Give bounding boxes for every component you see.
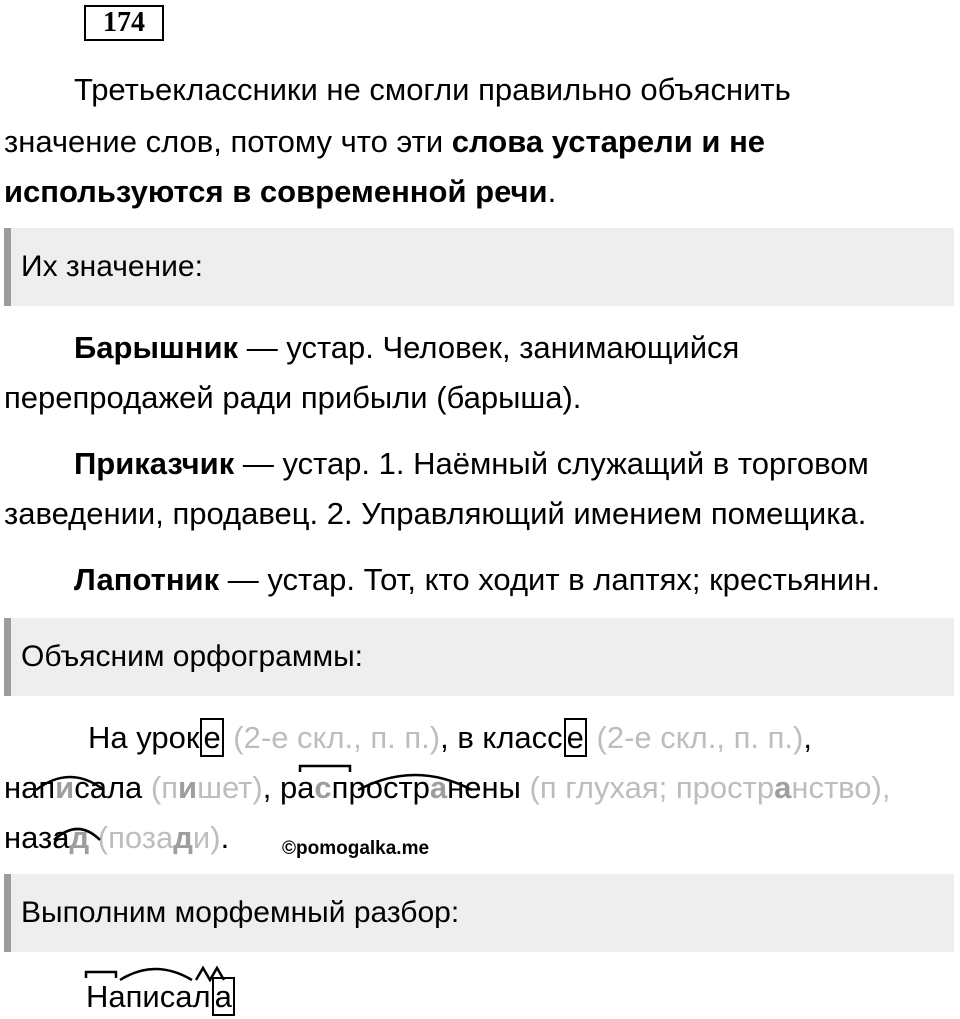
spelling-line-2: написала (пишет), распространены (п глухая; пространство), (4, 770, 891, 805)
root-arc-3 (54, 829, 100, 840)
morph-ending-box: а (212, 977, 235, 1016)
intro-line-2: значение слов, потому что эти слова устарели и не (4, 124, 766, 159)
spelling-line-1: На урок е (2-е скл., п. п.), в класс е (2-е скл., п. п.), (88, 720, 812, 755)
definition-1-line-2: перепродажей ради прибыли (барыша). (4, 380, 582, 415)
prefix-mark (300, 766, 350, 772)
morph-word: Написал а (86, 978, 236, 1016)
root-arc-1 (36, 777, 104, 790)
watermark: ©pomogalka.me (282, 838, 430, 859)
section-meaning: Их значение: (4, 228, 954, 306)
root-arc-2 (358, 775, 472, 790)
definition-3-line-1: Лапотник — устар. Тот, кто ходит в лаптях; крестьянин. (74, 562, 880, 597)
intro-line-1: Третьеклассники не смогли правильно объяснить (74, 72, 791, 107)
spelling-line-3: назад (позади). (4, 820, 230, 855)
intro-line-3: используются в современной речи. (4, 174, 557, 209)
definition-2-line-1: Приказчик — устар. 1. Наёмный служащий в торговом (74, 446, 869, 481)
exercise-number: 174 (84, 5, 164, 41)
ending-box: е (564, 718, 587, 757)
section-morph: Выполним морфемный разбор: (4, 874, 954, 952)
section-spelling: Объясним орфограммы: (4, 618, 954, 696)
definition-1-line-1: Барышник — устар. Человек, занимающийся (74, 330, 740, 365)
ending-box: е (200, 718, 223, 757)
definition-2-line-2: заведении, продавец. 2. Управляющий имением помещика. (4, 496, 867, 531)
